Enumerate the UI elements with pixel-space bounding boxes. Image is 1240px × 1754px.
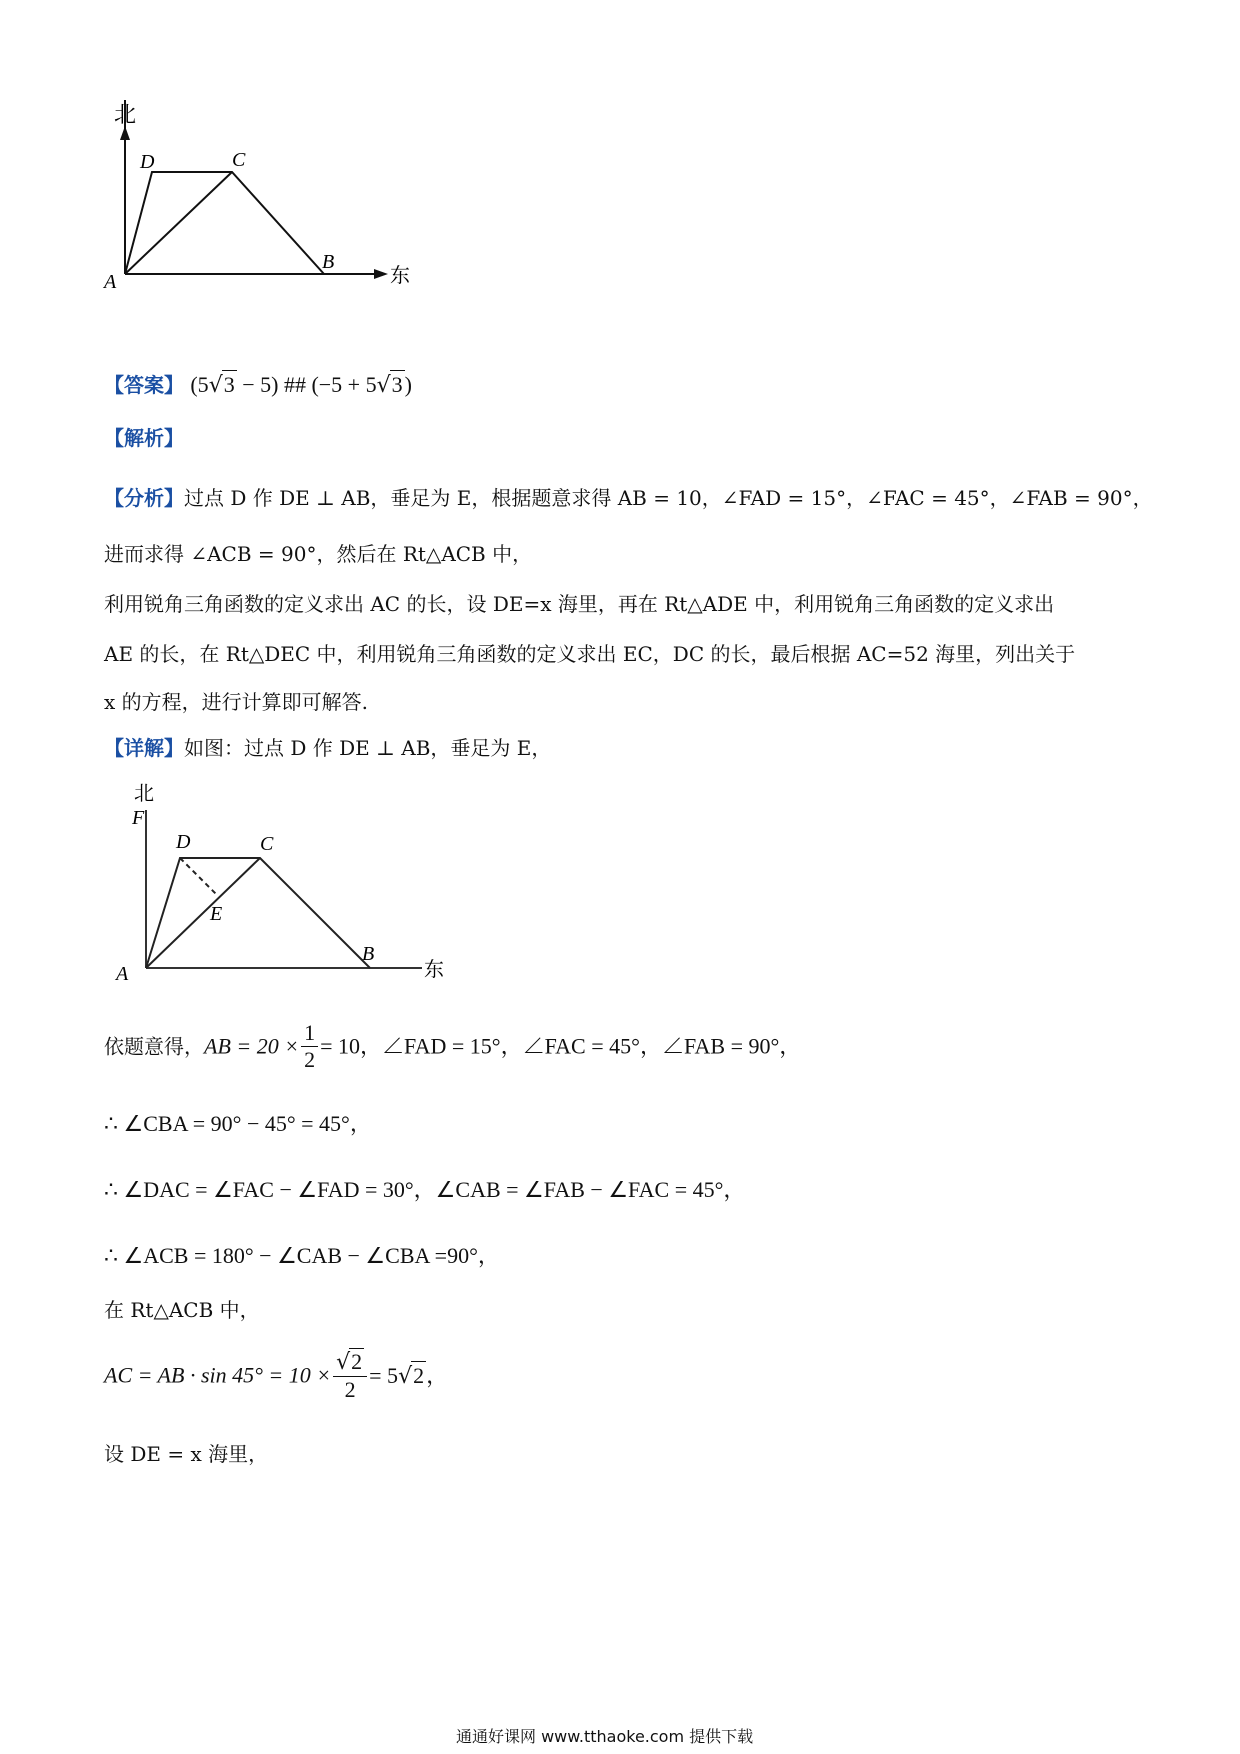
answer-separator: ##	[278, 372, 312, 397]
point-f-label: F	[132, 807, 145, 829]
analysis-line-4: AE 的长，在 Rt△DEC 中，利用锐角三角函数的定义求出 EC，DC 的长，最后根据 AC=52 海里，列出关于	[104, 642, 1076, 666]
point-a-label-2: A	[116, 963, 129, 985]
xiangjie-tag: 【详解】	[104, 736, 184, 760]
analysis-line-2: 进而求得 ∠ACB = 90°，然后在 Rt△ACB 中，	[104, 542, 533, 566]
point-b-label: B	[322, 251, 335, 273]
figure-2-diagram	[100, 780, 460, 1000]
answer-tag: 【答案】	[104, 373, 184, 397]
point-e-label: E	[210, 903, 223, 925]
answer-expr-1: (5√3 − 5)	[190, 372, 279, 398]
point-d-label-2: D	[176, 831, 191, 853]
fenxi-tag: 【分析】	[104, 486, 184, 510]
step-4: ∴ ∠ACB = 180° − ∠CAB − ∠CBA =90°，	[104, 1243, 500, 1268]
analysis-line-5: x 的方程，进行计算即可解答.	[104, 690, 368, 714]
step-3: ∴ ∠DAC = ∠FAC − ∠FAD = 30°，∠CAB = ∠FAB − ∠FAC = 45°，	[104, 1177, 746, 1202]
north-label: 北	[114, 102, 137, 127]
north-label-2: 北	[134, 783, 154, 805]
point-c-label: C	[232, 149, 246, 171]
east-label-2: 东	[424, 959, 444, 981]
step-5: 在 Rt△ACB 中，	[104, 1298, 260, 1322]
east-label: 东	[390, 265, 410, 287]
step-7: 设 DE = x 海里，	[104, 1442, 269, 1466]
point-c-label-2: C	[260, 833, 274, 855]
analysis-line-1: 【分析】过点 D 作 DE ⊥ AB，垂足为 E，根据题意求得 AB = 10，∠FAD = 15°，∠FAC = 45°，∠FAB = 90°，	[104, 486, 1153, 510]
step-2: ∴ ∠CBA = 90° − 45° = 45°，	[104, 1111, 372, 1136]
point-b-label-2: B	[362, 943, 375, 965]
point-a-label: A	[104, 271, 117, 293]
analysis-line-3: 利用锐角三角函数的定义求出 AC 的长，设 DE=x 海里，再在 Rt△ADE 中，利用锐角三角函数的定义求出	[104, 592, 1055, 616]
fraction-one-half: $\frac{1}{2}$	[301, 1020, 318, 1073]
step-6: AC = AB · sin 45° = 10 × $\frac{√2}{2}$ = 5√2，	[104, 1349, 449, 1402]
analysis-tag: 【解析】	[104, 426, 184, 450]
fraction-root2-over-2: $\frac{√2}{2}$	[333, 1348, 367, 1403]
footer-watermark: 通通好课网 www.tthaoke.com 提供下载	[456, 1727, 754, 1746]
answer-expr-2: (−5 + 5√3)	[311, 372, 412, 398]
step-1: 依题意得，AB = 20 × $\frac{1}{2}$ = 10，∠FAD = 15°，∠FAC = 45°，∠FAB = 90°，	[104, 1020, 802, 1072]
figure-1-diagram	[100, 100, 440, 330]
detail-line: 【详解】如图：过点 D 作 DE ⊥ AB，垂足为 E，	[104, 736, 552, 760]
answer-line	[104, 370, 412, 400]
point-d-label: D	[140, 151, 155, 173]
